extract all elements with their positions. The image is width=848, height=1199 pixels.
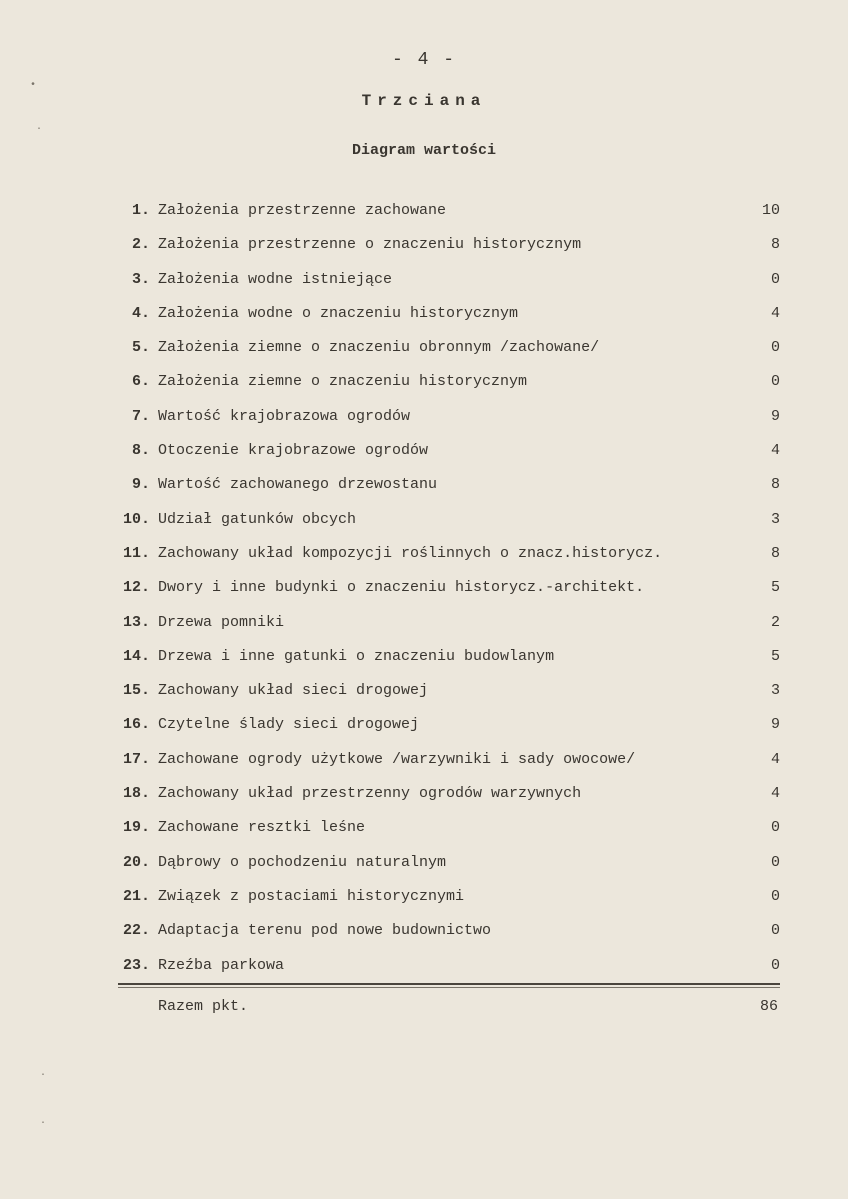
- page-title: Trzciana: [361, 92, 487, 110]
- total-label: Razem pkt.: [158, 998, 249, 1015]
- list-item: [100, 507, 790, 541]
- list-item: [100, 232, 790, 266]
- list-item: [100, 747, 790, 781]
- item-number: 1.: [131, 202, 150, 219]
- item-number: 13.: [122, 613, 150, 631]
- scan-speck: ·: [36, 124, 43, 135]
- item-label: Rzeźba parkowa: [158, 956, 285, 974]
- item-value: 4: [770, 304, 780, 322]
- item-value: 8: [770, 236, 780, 254]
- item-value: 9: [770, 716, 780, 734]
- item-label: Otoczenie krajobrazowe ogrodów: [158, 442, 429, 460]
- item-label: Wartość krajobrazowa ogrodów: [158, 407, 411, 425]
- item-label: Założenia przestrzenne o znaczeniu historycznym: [158, 236, 582, 254]
- item-number: 2.: [131, 236, 150, 254]
- item-label: Adaptacja terenu pod nowe budownictwo: [158, 922, 492, 940]
- item-number: 17.: [122, 750, 150, 768]
- divider-line-thin: [118, 987, 780, 988]
- list-item: [100, 541, 790, 575]
- item-label: Założenia wodne o znaczeniu historycznym: [158, 304, 519, 322]
- item-value: 0: [770, 887, 780, 905]
- item-label: Zachowany układ przestrzenny ogrodów warzywnych: [158, 785, 582, 803]
- list-item: [100, 267, 790, 301]
- item-label: Drzewa pomniki: [158, 613, 285, 631]
- item-value: 4: [770, 442, 780, 460]
- item-label: Dwory i inne budynki o znaczeniu historycz.-architekt.: [158, 579, 645, 597]
- list-item: [100, 644, 790, 678]
- item-label: Związek z postaciami historycznymi: [158, 887, 465, 905]
- scan-speck: ·: [40, 1070, 47, 1081]
- item-label: Założenia przestrzenne zachowane: [158, 202, 447, 219]
- item-value: 0: [770, 922, 780, 940]
- item-value: 10: [761, 202, 780, 219]
- item-label: Czytelne ślady sieci drogowej: [158, 716, 420, 734]
- item-value: 9: [770, 407, 780, 425]
- list-item: [100, 712, 790, 746]
- list-item: [100, 884, 790, 918]
- item-label: Zachowany układ kompozycji roślinnych o znacz.historycz.: [158, 544, 663, 562]
- list-item: [100, 850, 790, 884]
- item-label: Zachowane resztki leśne: [158, 819, 366, 837]
- item-value: 0: [770, 270, 780, 288]
- item-value: 2: [770, 613, 780, 631]
- list-item: [100, 918, 790, 952]
- item-number: 23.: [122, 956, 150, 974]
- divider-line: [118, 983, 780, 985]
- total-value: 86: [759, 998, 778, 1015]
- list-item: [100, 953, 790, 987]
- item-value: 3: [770, 682, 780, 700]
- item-value: 8: [770, 476, 780, 494]
- list-item: [100, 781, 790, 815]
- item-number: 8.: [131, 442, 150, 460]
- item-number: 7.: [131, 407, 150, 425]
- scan-speck: ·: [40, 1118, 47, 1129]
- item-value: 0: [770, 956, 780, 974]
- item-value: 3: [770, 510, 780, 528]
- item-number: 5.: [131, 339, 150, 357]
- item-number: 12.: [122, 579, 150, 597]
- page-number: - 4 -: [391, 50, 456, 70]
- item-number: 18.: [122, 785, 150, 803]
- item-value: 5: [770, 579, 780, 597]
- item-number: 14.: [122, 647, 150, 665]
- item-number: 22.: [122, 922, 150, 940]
- item-label: Zachowany układ sieci drogowej: [158, 682, 429, 700]
- list-item: [100, 472, 790, 506]
- item-number: 10.: [122, 510, 150, 528]
- item-label: Dąbrowy o pochodzeniu naturalnym: [158, 853, 447, 871]
- value-list: [100, 198, 790, 987]
- item-number: 16.: [122, 716, 150, 734]
- item-label: Udział gatunków obcych: [158, 510, 357, 528]
- item-value: 0: [770, 339, 780, 357]
- item-number: 6.: [131, 373, 150, 391]
- list-item: [100, 678, 790, 712]
- item-number: 3.: [131, 270, 150, 288]
- item-label: Założenia ziemne o znaczeniu historycznym: [158, 373, 528, 391]
- item-value: 0: [770, 853, 780, 871]
- item-value: 5: [770, 647, 780, 665]
- list-item: [100, 575, 790, 609]
- item-number: 15.: [122, 682, 150, 700]
- list-item: [100, 438, 790, 472]
- item-label: Założenia ziemne o znaczeniu obronnym /zachowane/: [158, 339, 600, 357]
- item-value: 4: [770, 750, 780, 768]
- list-item: [100, 610, 790, 644]
- item-value: 8: [770, 544, 780, 562]
- page-subtitle: Diagram wartości: [351, 142, 497, 159]
- item-number: 19.: [122, 819, 150, 837]
- item-value: 4: [770, 785, 780, 803]
- item-number: 4.: [131, 304, 150, 322]
- list-item: [100, 404, 790, 438]
- item-number: 11.: [122, 544, 150, 562]
- list-item: [100, 369, 790, 403]
- item-value: 0: [770, 819, 780, 837]
- item-number: 9.: [131, 476, 150, 494]
- item-number: 21.: [122, 887, 150, 905]
- item-label: Drzewa i inne gatunki o znaczeniu budowlanym: [158, 647, 555, 665]
- scan-speck: •: [30, 80, 37, 91]
- item-label: Założenia wodne istniejące: [158, 270, 393, 288]
- item-value: 0: [770, 373, 780, 391]
- list-item: [100, 198, 790, 232]
- list-item: [100, 301, 790, 335]
- list-item: [100, 335, 790, 369]
- item-label: Wartość zachowanego drzewostanu: [158, 476, 438, 494]
- item-label: Zachowane ogrody użytkowe /warzywniki i sady owocowe/: [158, 750, 636, 768]
- item-number: 20.: [122, 853, 150, 871]
- list-item: [100, 815, 790, 849]
